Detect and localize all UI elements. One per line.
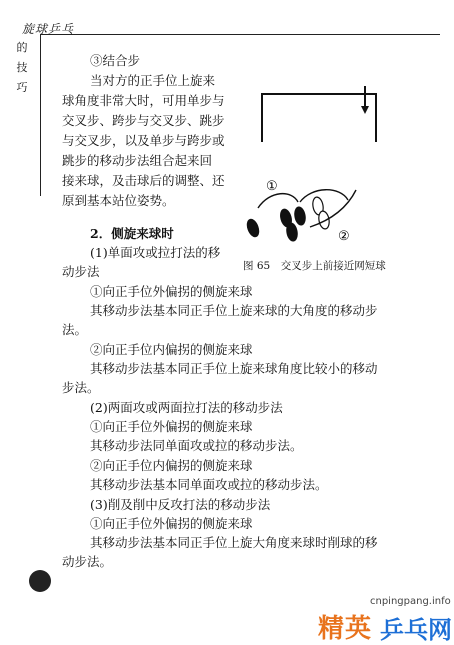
marker-step-2: ②: [338, 229, 350, 244]
side-label-char: 巧: [16, 81, 28, 94]
paragraph-line: 其移动步法基本同单面攻或拉的移动步法。: [90, 477, 328, 492]
step-path-2: [300, 190, 348, 202]
paragraph-line: 接来球，及击球后的调整、还: [62, 173, 225, 188]
list-item-heading: ①向正手位外偏拐的侧旋来球: [90, 419, 253, 434]
running-header: 旋球乒乓: [22, 22, 75, 36]
figure-footwork-diagram: [240, 82, 385, 252]
watermark-url: cnpingpang.info: [370, 596, 451, 607]
subsection-heading: (3)削及削中反攻打法的移动步法: [90, 497, 271, 512]
paragraph-line: 动步法: [62, 264, 100, 279]
list-item-heading: ①向正手位外偏拐的侧旋来球: [90, 284, 253, 299]
figure-caption: 图 65 交叉步上前接近网短球: [243, 260, 386, 272]
watermark-brand-a: 精英: [318, 614, 373, 644]
paragraph-line: 原到基本站位姿势。: [62, 193, 175, 208]
section-heading: 2．侧旋来球时: [90, 226, 174, 241]
paragraph-line: 与交叉步，以及单步与跨步或: [62, 133, 225, 148]
paragraph-line: 交叉步、跨步与交叉步、跳步: [62, 113, 225, 128]
paragraph-line: 动步法。: [62, 554, 113, 569]
list-item-heading: ②向正手位内偏拐的侧旋来球: [90, 458, 253, 473]
paragraph-line: 球角度非常大时，可用单步与: [62, 93, 225, 108]
paragraph-line: 其移动步法基本同正手位上旋来球的大角度的移动步: [90, 303, 378, 318]
subsection-heading: (1)单面攻或拉打法的移: [90, 245, 221, 260]
paragraph-line: 步法。: [62, 380, 100, 395]
arrow-head-icon: [361, 106, 369, 114]
page-number-dot: [29, 570, 51, 592]
header-rule: [40, 34, 440, 35]
list-item-heading: ②向正手位内偏拐的侧旋来球: [90, 342, 253, 357]
side-label-char: 技: [16, 61, 28, 74]
side-label-char: 的: [16, 41, 28, 54]
marker-step-1: ①: [266, 179, 278, 194]
side-label: [14, 38, 30, 98]
paragraph-line: 其移动步法基本同正手位上旋来球角度比较小的移动: [90, 361, 378, 376]
foot-marks: [245, 196, 330, 241]
paragraph-line: 其移动步法基本同正手位上旋大角度来球时削球的移: [90, 535, 378, 550]
step-path-1: [258, 194, 298, 208]
table-outline: [262, 94, 376, 142]
side-rule: [40, 34, 41, 196]
subheading-combined-step: ③结合步: [90, 53, 141, 68]
subsection-heading: (2)两面攻或两面拉打法的移动步法: [90, 400, 283, 415]
watermark-brand-b: 乒乓网: [380, 616, 452, 644]
paragraph-line: 跳步的移动步法组合起来回: [62, 153, 213, 168]
paragraph-line: 当对方的正手位上旋来: [90, 73, 216, 88]
paragraph-line: 其移动步法同单面攻或拉的移动步法。: [90, 438, 303, 453]
list-item-heading: ①向正手位外偏拐的侧旋来球: [90, 516, 253, 531]
paragraph-line: 法。: [62, 322, 88, 337]
